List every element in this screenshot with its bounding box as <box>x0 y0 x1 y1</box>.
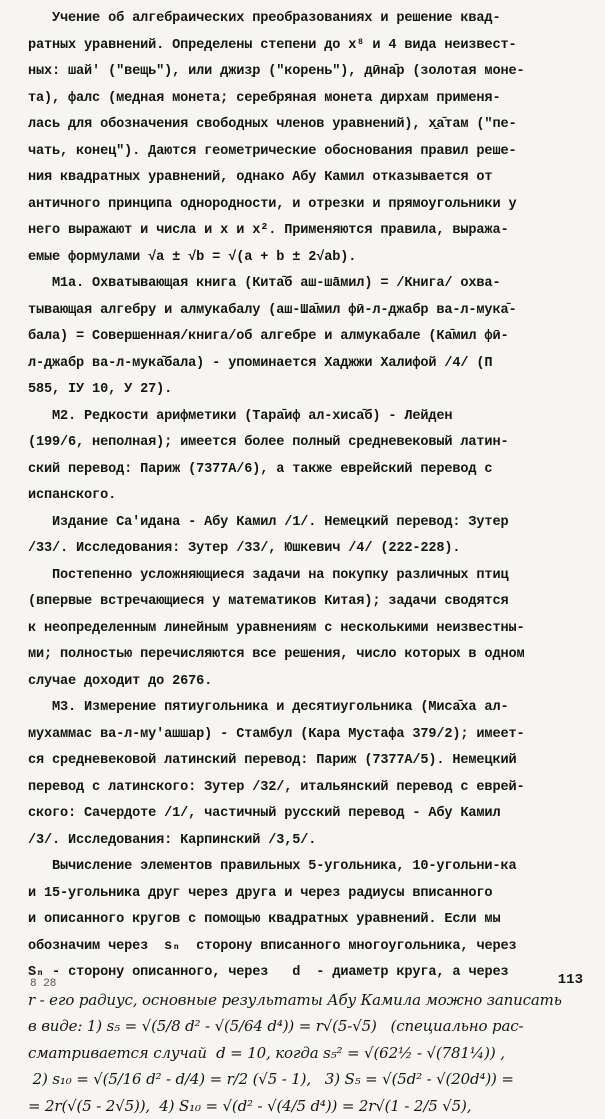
text-line: к неопределенным линейным уравнениям с несколькими неизвестны- <box>28 616 588 643</box>
text-line: ратных уравнений. Определены степени до x⁸ и 4 вида неизвест- <box>28 33 588 60</box>
text-line: мухаммас ва-л-му'ашшар) - Стамбул (Кара Мустафа 379/2); имеет- <box>28 722 588 749</box>
text-line: испанского. <box>28 483 588 510</box>
text-line: = 2r(√(5 - 2√5)), 4) S₁₀ = √(d² - √(4/5 d⁴)) = 2r√(1 - 2/5 √5), <box>28 1093 588 1119</box>
text-line: ся средневековой латинский перевод: Париж (7377A/5). Немецкий <box>28 748 588 775</box>
text-line: емые формулами √a ± √b = √(a + b ± 2√ab). <box>28 245 588 272</box>
text-line: M2. Редкости арифметики (Тара̄иф ал-хиса̄б) - Лейден <box>28 404 588 431</box>
text-line: M1a. Охватывающая книга (Кита̄б аш-шāмил) = /Книга/ охва- <box>28 271 588 298</box>
text-line: и описанного кругов с помощью квадратных уравнений. Если мы <box>28 907 588 934</box>
text-line: Издание Са'идана - Абу Камил /1/. Немецкий перевод: Зутер <box>28 510 588 537</box>
text-line: ми; полностью перечисляются все решения, число которых в одном <box>28 642 588 669</box>
text-line: M3. Измерение пятиугольника и десятиугольника (Миса̄ха ал- <box>28 695 588 722</box>
text-line: тывающая алгебру и алмукабалу (аш-Ша̄мил фӣ-л-джабр ва-л-мука̄- <box>28 298 588 325</box>
text-line: ных: шай' ("вещь"), или джиз̣р ("корень"), дӣна̄р (золотая моне- <box>28 59 588 86</box>
text-line: Sₙ - сторону описанного, через d - диаметр круга, а через <box>28 960 588 987</box>
text-line: античного принципа однородности, и отрезки и прямоугольники у <box>28 192 588 219</box>
text-line: Учение об алгебраических преобразованиях и решение квад- <box>28 6 588 33</box>
text-line: случае доходит до 2676. <box>28 669 588 696</box>
body-text <box>28 6 588 1119</box>
text-line: перевод с латинского: Зутер /32/, итальянский перевод с еврей- <box>28 775 588 802</box>
print-code: 8 28 <box>30 978 56 990</box>
text-line: обозначим через sₙ сторону вписанного многоугольника, через <box>28 934 588 961</box>
page-number: 113 <box>558 972 583 988</box>
text-line: лась для обозначения свободных членов уравнений), х̱а̄там ("пе- <box>28 112 588 139</box>
text-line: ского: Сачердоте /1/, частичный русский перевод - Абу Камил <box>28 801 588 828</box>
text-line: в виде: 1) s₅ = √(5/8 d² - √(5/64 d⁴)) = r√(5-√5) (специально рас- <box>28 1013 588 1040</box>
text-line: та), фалс (медная монета; серебряная монета дирхам применя- <box>28 86 588 113</box>
text-line: него выражают и числа и x и x². Применяются правила, выража- <box>28 218 588 245</box>
text-line: /33/. Исследования: Зутер /33/, Юшкевич /4/ (222-228). <box>28 536 588 563</box>
text-line: r - его радиус, основные результаты Абу Камила можно записать <box>28 987 588 1014</box>
text-line: (199/6, неполная); имеется более полный средневековый латин- <box>28 430 588 457</box>
text-line: 2) s₁₀ = √(5/16 d² - d/4) = r/2 (√5 - 1), 3) S₅ = √(5d² - √(20d⁴)) = <box>28 1066 588 1093</box>
text-line: чать, конец"). Даются геометрические обоснования правил реше- <box>28 139 588 166</box>
text-line: бала) = Совершенная/книга/об алгебре и алмукабале (Ка̄мил фӣ- <box>28 324 588 351</box>
text-line: 585, IУ 10, У 27). <box>28 377 588 404</box>
text-line: (впервые встречающиеся у математиков Китая); задачи сводятся <box>28 589 588 616</box>
text-line: и 15-угольника друг через друга и через радиусы вписанного <box>28 881 588 908</box>
text-line: Вычисление элементов правильных 5-угольника, 10-угольни-ка <box>28 854 588 881</box>
text-line: Постепенно усложняющиеся задачи на покупку различных птиц <box>28 563 588 590</box>
text-line: л-джабр ва-л-мука̄бала) - упоминается Хаджжи Халифой /4/ (П <box>28 351 588 378</box>
text-line: сматривается случай d = 10, когда s₅² = √(62½ - √(781¼)) , <box>28 1040 588 1067</box>
text-line: ский перевод: Париж (7377A/6), а также еврейский перевод с <box>28 457 588 484</box>
text-line: /3/. Исследования: Карпинский /3,5/. <box>28 828 588 855</box>
text-line: ния квадратных уравнений, однако Абу Камил отказывается от <box>28 165 588 192</box>
